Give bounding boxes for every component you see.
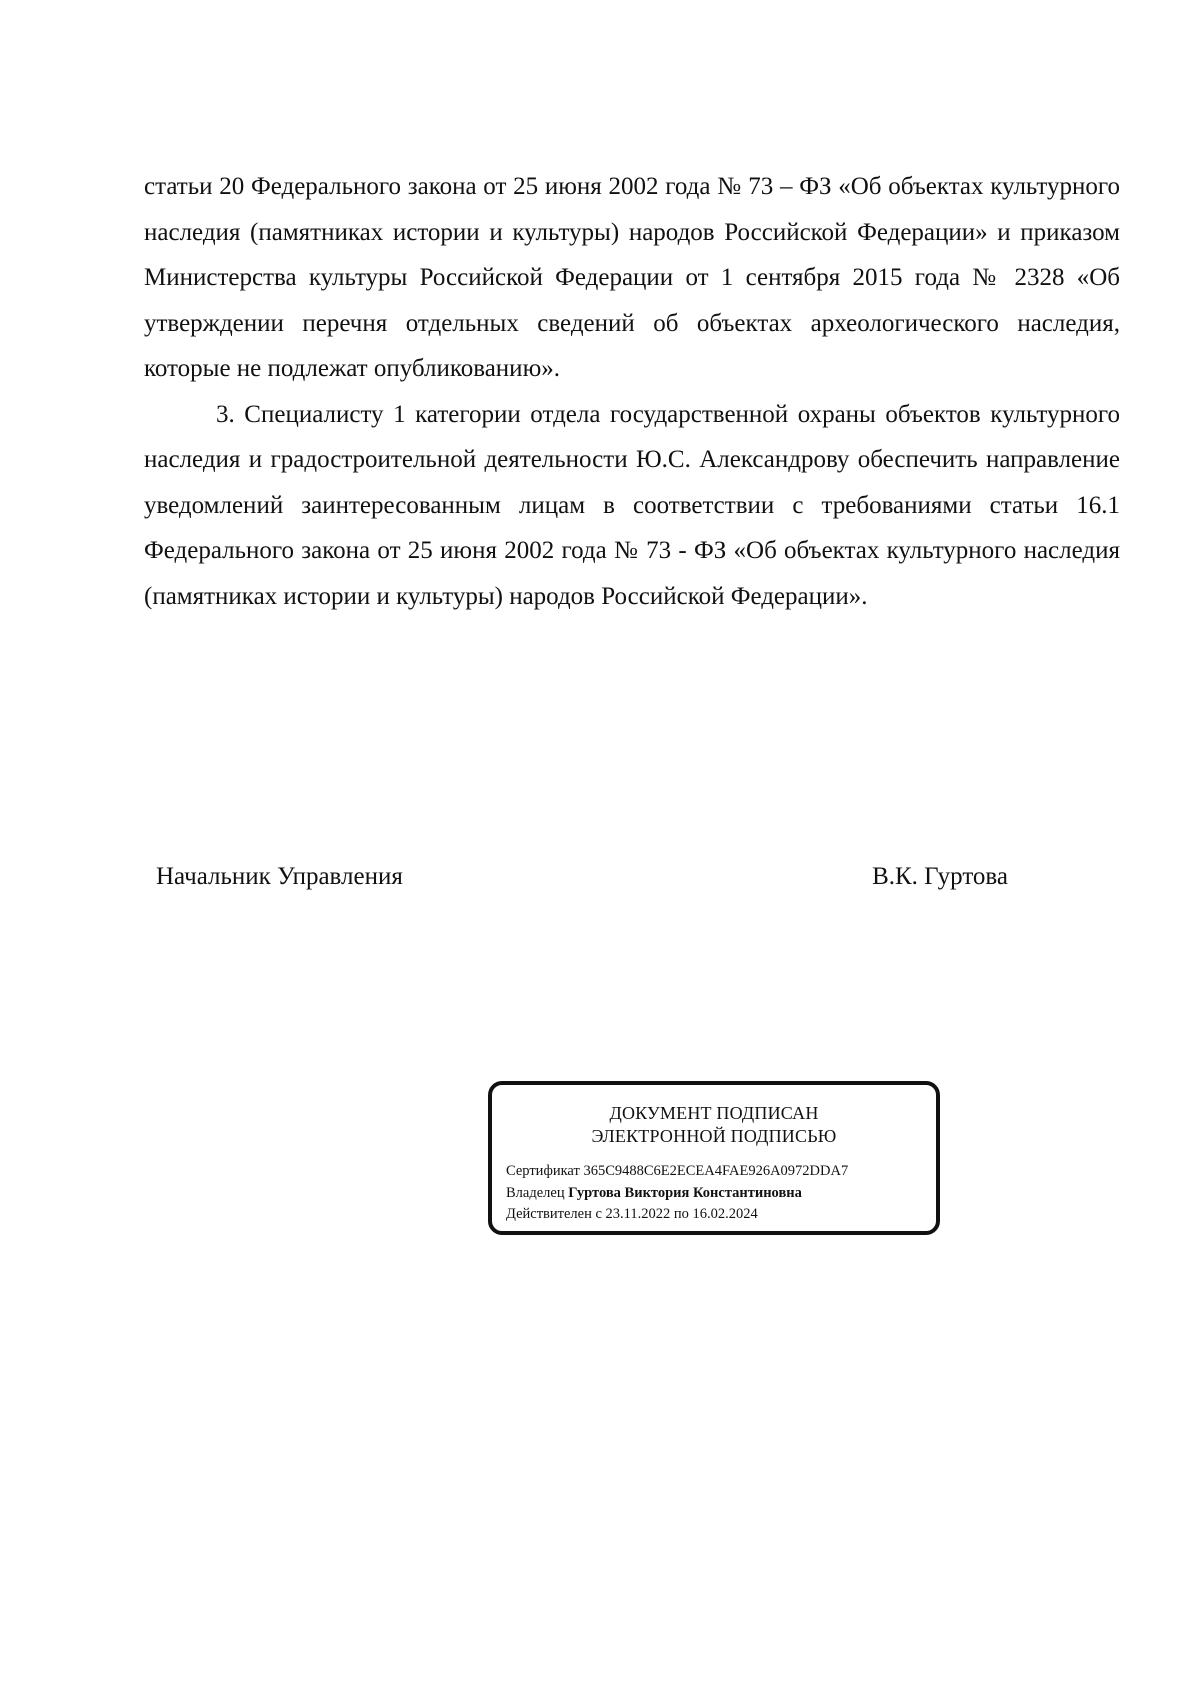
- stamp-owner-line: [506, 1183, 848, 1205]
- stamp-certificate-line: [506, 1161, 848, 1183]
- stamp-heading-line-1: ДОКУМЕНТ ПОДПИСАН: [609, 1103, 819, 1123]
- stamp-heading: [492, 1102, 936, 1148]
- document-body: [144, 164, 1120, 619]
- stamp-heading-line-2: ЭЛЕКТРОННОЙ ПОДПИСЬЮ: [591, 1126, 837, 1146]
- owner-label: Владелец: [506, 1184, 565, 1201]
- valid-from: 23.11.2022: [605, 1206, 671, 1222]
- owner-value: Гуртова Виктория Константиновна: [568, 1184, 802, 1201]
- signatory-name: В.К. Гуртова: [872, 863, 1008, 890]
- valid-label: Действителен с: [506, 1206, 602, 1222]
- stamp-validity-line: [506, 1204, 848, 1226]
- paragraph-continuation: статьи 20 Федерального закона от 25 июня 2002 года № 73 – ФЗ «Об объектах культурного наследия (памятниках истории и культуры) народов Российской Федерации» и приказом Министерства культуры Российской Федерации от 1 сентября 2015 года № 2328 «Об утверждении перечня отдельных сведений об объектах археологического наследия, которые не подлежат опубликованию».: [144, 173, 1120, 382]
- electronic-signature-stamp: [488, 1081, 940, 1235]
- valid-to-label: по: [673, 1206, 689, 1222]
- certificate-label: Сертификат: [506, 1163, 580, 1179]
- paragraph-item-3: 3. Специалисту 1 категории отдела государственной охраны объектов культурного наследия и градостроительной деятельности Ю.С. Александрову обеспечить направление уведомлений заинтересованным лицам в соответствии с требованиями статьи 16.1 Федерального закона от 25 июня 2002 года № 73 - ФЗ «Об объектах культурного наследия (памятниках истории и культуры) народов Российской Федерации».: [144, 400, 1120, 610]
- stamp-details: [506, 1161, 848, 1226]
- certificate-value: 365C9488C6E2ECEA4FAE926A0972DDA7: [583, 1163, 849, 1179]
- signatory-title: Начальник Управления: [156, 863, 403, 890]
- valid-to: 16.02.2024: [692, 1206, 758, 1222]
